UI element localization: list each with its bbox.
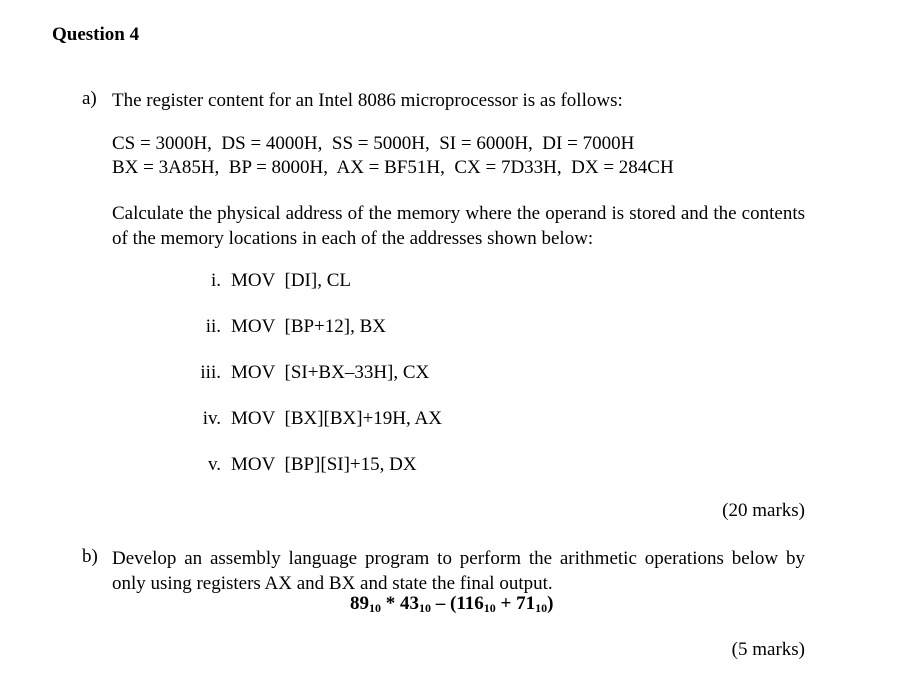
item-number: i.	[210, 270, 221, 291]
item-number: ii.	[205, 316, 221, 337]
part-b-label: b)	[82, 546, 98, 567]
operator-multiply: *	[381, 593, 400, 614]
operand-d-base: 10	[535, 601, 548, 615]
registers-line-1: CS = 3000H, DS = 4000H, SS = 5000H, SI = 6000H, DI = 7000H	[112, 133, 635, 154]
close-paren: )	[547, 593, 554, 614]
operand-a-base: 10	[369, 601, 381, 615]
part-a-intro: The register content for an Intel 8086 microprocessor is as follows:	[112, 90, 623, 111]
operand-a: 89	[350, 593, 369, 614]
registers-line-2: BX = 3A85H, BP = 8000H, AX = BF51H, CX = 7D33H, DX = 284CH	[112, 157, 674, 178]
item-instruction: MOV [BX][BX]+19H, AX	[231, 408, 442, 429]
item-instruction: MOV [BP][SI]+15, DX	[231, 454, 417, 475]
item-number: iv.	[202, 408, 221, 429]
item-number: iii.	[200, 362, 221, 383]
item-instruction: MOV [DI], CL	[231, 270, 351, 291]
operand-c-base: 10	[483, 601, 496, 615]
part-a-instruction: Calculate the physical address of the memory where the operand is stored and the contents of the memory locations in each of the addresses shown below:	[112, 203, 805, 249]
arithmetic-expression	[350, 593, 553, 615]
item-number: v.	[207, 454, 221, 475]
part-a-marks: (20 marks)	[722, 500, 805, 521]
operand-c: 116	[456, 593, 484, 614]
part-b-text: Develop an assembly language program to perform the arithmetic operations below by only using registers AX and BX and state the final output.	[112, 548, 805, 594]
operand-b: 43	[400, 593, 419, 614]
operand-b-base: 10	[419, 601, 431, 615]
item-instruction: MOV [SI+BX–33H], CX	[231, 362, 430, 383]
part-b-marks: (5 marks)	[731, 639, 805, 660]
question-title: Question 4	[52, 24, 140, 45]
operator-plus: +	[495, 593, 517, 614]
operand-d: 71	[516, 593, 536, 614]
part-a-label: a)	[82, 88, 97, 109]
operator-minus: – (	[431, 593, 457, 614]
item-instruction: MOV [BP+12], BX	[231, 316, 386, 337]
